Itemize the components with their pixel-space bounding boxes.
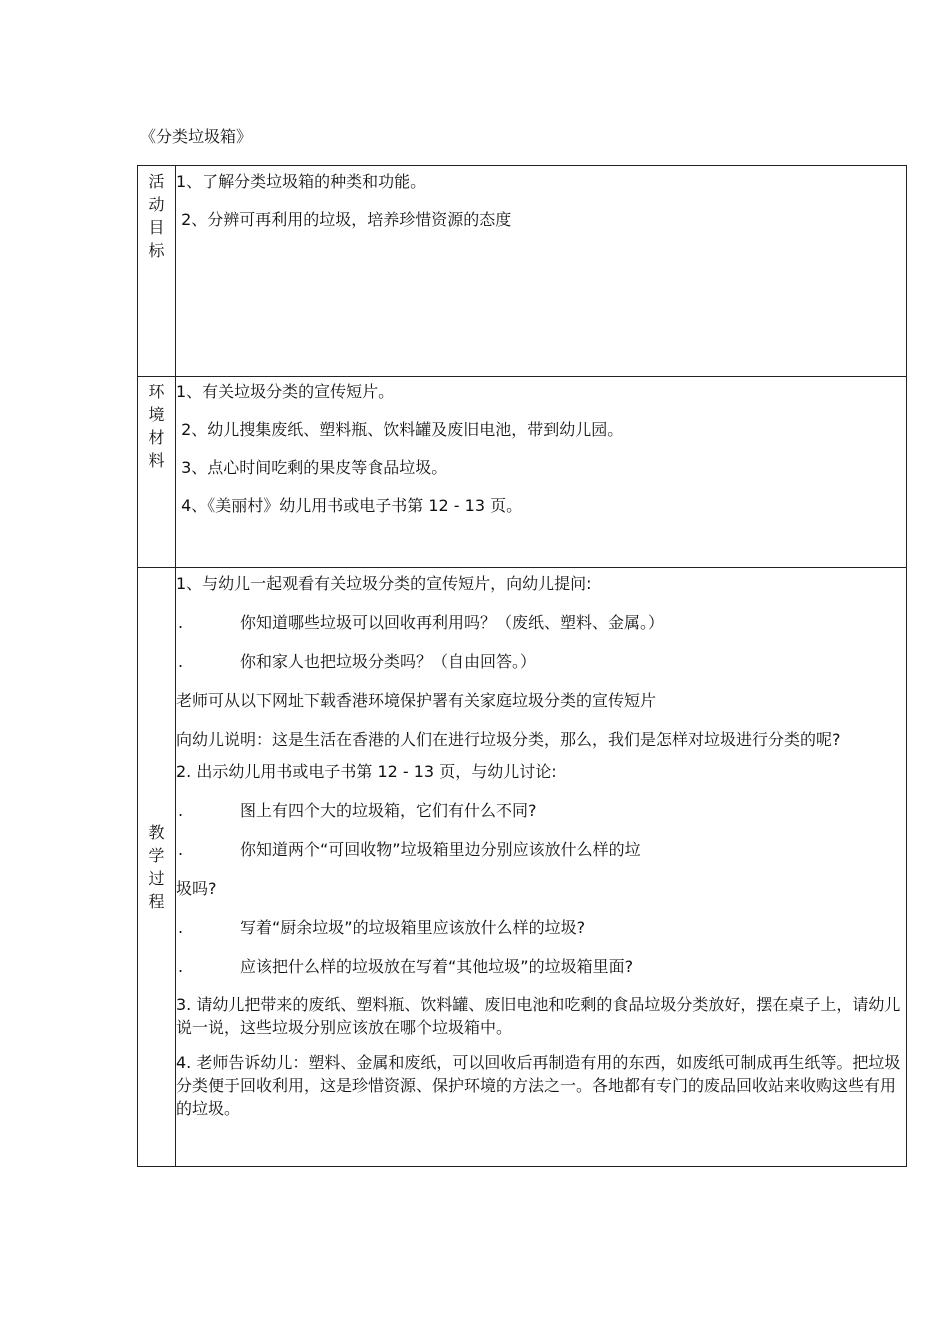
material-item-1: 1、有关垃圾分类的宣传短片。	[176, 382, 395, 401]
question-text-5: 写着“厨余垃圾”的垃圾箱里应该放什么样的垃圾?	[240, 918, 586, 937]
material-item-3: 3、点心时间吃剩的果皮等食品垃圾。	[176, 458, 448, 477]
goal-item-1: 1、了解分类垃圾箱的种类和功能。	[176, 172, 427, 191]
question-item-2	[176, 650, 906, 673]
question-item-1	[176, 611, 906, 634]
teacher-note-2: 向幼儿说明：这是生活在香港的人们在进行垃圾分类，那么，我们是怎样对垃圾进行分类的呢?	[176, 730, 841, 749]
question-text-4: 你知道两个“可回收物”垃圾箱里边分别应该放什么样的垃	[240, 840, 641, 859]
bullet-mark: .	[178, 613, 184, 632]
process-content-cell	[176, 568, 907, 1167]
process-row	[138, 568, 907, 1167]
process-step-1: 1、与幼儿一起观看有关垃圾分类的宣传短片，向幼儿提问:	[176, 574, 592, 593]
question-text-6: 应该把什么样的垃圾放在写着“其他垃圾”的垃圾箱里面?	[240, 957, 634, 976]
question-item-5	[176, 916, 906, 939]
lesson-plan-table	[137, 165, 907, 1167]
goals-content-cell	[176, 166, 907, 377]
bullet-mark: .	[178, 801, 184, 820]
materials-row	[138, 377, 907, 568]
materials-content-cell	[176, 377, 907, 568]
bullet-mark: .	[178, 957, 184, 976]
goal-item-2: 2、分辨可再利用的垃圾，培养珍惜资源的态度	[176, 210, 512, 229]
question-item-4	[176, 838, 906, 861]
bullet-mark: .	[178, 840, 184, 859]
process-step-2: 2. 出示幼儿用书或电子书第 12 - 13 页，与幼儿讨论:	[176, 762, 557, 781]
bullet-mark: .	[178, 652, 184, 671]
question-text-4-continued: 圾吗?	[176, 879, 217, 898]
process-step-4: 4. 老师告诉幼儿：塑料、金属和废纸，可以回收后再制造有用的东西，如废纸可制成再生纸等。把垃圾分类便于回收利用，这是珍惜资源、保护环境的方法之一。各地都有专门的废品回收站来收购这些有用的垃圾。	[176, 1053, 901, 1118]
question-text-2: 你和家人也把垃圾分类吗？（自由回答。）	[240, 652, 537, 671]
materials-label: 环境材料	[148, 382, 165, 470]
question-text-1: 你知道哪些垃圾可以回收再利用吗？（废纸、塑料、金属。）	[240, 613, 665, 632]
question-item-6	[176, 955, 906, 978]
materials-label-cell	[138, 377, 176, 568]
process-label-cell	[138, 568, 176, 1167]
goals-label-cell	[138, 166, 176, 377]
question-item-3	[176, 799, 906, 822]
bullet-mark: .	[178, 918, 184, 937]
page-title: 《分类垃圾箱》	[140, 127, 253, 146]
teacher-note-1: 老师可从以下网址下载香港环境保护署有关家庭垃圾分类的宣传短片	[176, 691, 657, 710]
material-item-4: 4、《美丽村》幼儿用书或电子书第 12 - 13 页。	[176, 496, 523, 515]
question-text-3: 图上有四个大的垃圾箱，它们有什么不同?	[240, 801, 537, 820]
material-item-2: 2、幼儿搜集废纸、塑料瓶、饮料罐及废旧电池，带到幼儿园。	[176, 420, 624, 439]
process-step-3: 3. 请幼儿把带来的废纸、塑料瓶、饮料罐、废旧电池和吃剩的食品垃圾分类放好，摆在桌子上，请幼儿说一说，这些垃圾分别应该放在哪个垃圾箱中。	[176, 995, 901, 1037]
goals-row	[138, 166, 907, 377]
goals-label: 活动目标	[148, 172, 165, 260]
process-label: 教学过程	[148, 823, 165, 911]
process-label-wrap	[138, 568, 175, 1166]
